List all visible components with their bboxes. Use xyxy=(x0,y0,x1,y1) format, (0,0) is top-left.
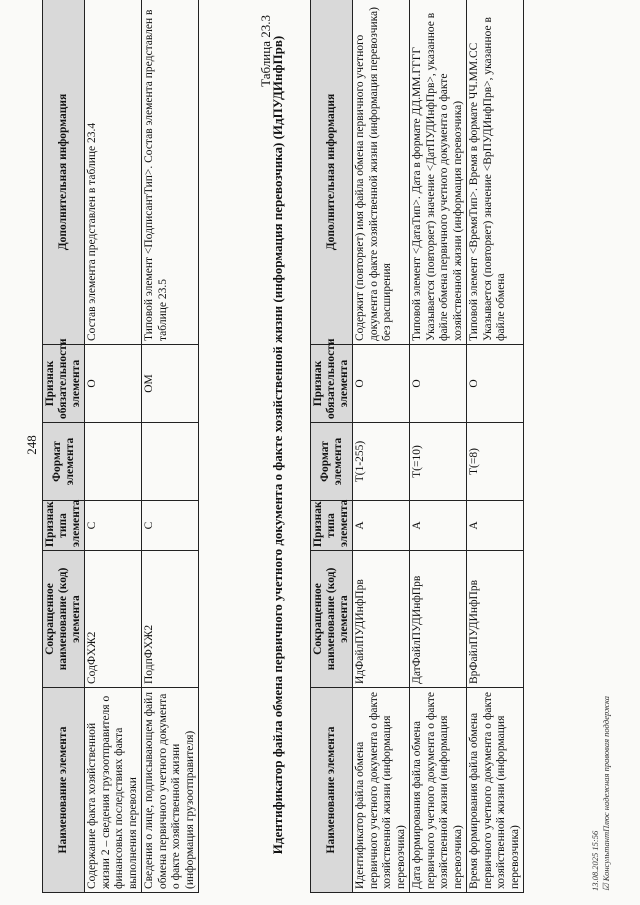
cell-type: С xyxy=(142,501,199,551)
cell-format xyxy=(142,423,199,501)
table-23-2-continuation xyxy=(42,0,199,893)
cell-name: Сведения о лице, подписывающем файл обмена первичного учетного документа о факте хозяйственной жизни (информация грузоотправителя) xyxy=(142,688,199,893)
col-header-name: Наименование элемента xyxy=(43,688,85,893)
table-23-3 xyxy=(310,0,524,893)
cell-code: ДатФайлПУДИнфПрв xyxy=(410,551,467,688)
cell-info: Типовой элемент <ВремяТип>. Время в формате ЧЧ.ММ.СС Указывается (повторяет) значение <ВрПУДИнфПрв>, указанное в файле обмена xyxy=(467,0,524,345)
cell-required: О xyxy=(353,345,410,423)
col-header-name: Наименование элемента xyxy=(311,688,353,893)
col-header-required: Признак обязательности элемента xyxy=(311,345,353,423)
table-row xyxy=(142,0,199,893)
col-header-code: Сокращенное наименование (код) элемента xyxy=(311,551,353,688)
cell-info: Типовой элемент <ПодписантТип>. Состав элемента представлен в таблице 23.5 xyxy=(142,0,199,345)
cell-required: О xyxy=(85,345,142,423)
col-header-info: Дополнительная информация xyxy=(311,0,353,345)
table-title: Идентификатор файла обмена первичного учетного документа о факте хозяйственной жизни (информация перевозчика) (ИдПУДИнфПрв) xyxy=(270,35,285,855)
table-row xyxy=(410,0,467,893)
print-date: 13.08.2025 15:56 xyxy=(590,830,600,891)
cell-required: О xyxy=(410,345,467,423)
cell-code: ИдФайлПУДИнфПрв xyxy=(353,551,410,688)
cell-type: А xyxy=(353,501,410,551)
cell-required: О xyxy=(467,345,524,423)
col-header-format: Формат элемента xyxy=(43,423,85,501)
cell-code: СодФХЖ2 xyxy=(85,551,142,688)
cell-type: А xyxy=(410,501,467,551)
table-row xyxy=(467,0,524,893)
col-header-required: Признак обязательности элемента xyxy=(43,345,85,423)
col-header-type: Признак типа элемента xyxy=(43,501,85,551)
consultant-plus-mark: ☑ КонсультантПлюс надежная правовая поддержка xyxy=(601,696,611,891)
cell-name: Содержание факта хозяйственной жизни 2 – сведения грузоотправителя о финансовых последствиях факта выполнения перевозки xyxy=(85,688,142,893)
cell-format: T(1-255) xyxy=(353,423,410,501)
cell-required: ОМ xyxy=(142,345,199,423)
cell-type: С xyxy=(85,501,142,551)
cell-info: Типовой элемент <ДатаТип>. Дата в формате ДД.ММ.ГГГГ Указывается (повторяет) значение <ДатПУДИнфПрв>, указанное в файле обмена первичного учетного документа о факте хозяйственной жизни (информация перевозчика) xyxy=(410,0,467,345)
table-header-row xyxy=(43,0,85,893)
cell-code: ПодпФХЖ2 xyxy=(142,551,199,688)
cell-format xyxy=(85,423,142,501)
col-header-format: Формат элемента xyxy=(311,423,353,501)
cell-name: Идентификатор файла обмена первичного учетного документа о факте хозяйственной жизни (информация перевозчика) xyxy=(353,688,410,893)
col-header-type: Признак типа элемента xyxy=(311,501,353,551)
col-header-code: Сокращенное наименование (код) элемента xyxy=(43,551,85,688)
table-label: Таблица 23.3 xyxy=(258,15,273,87)
cell-name: Дата формирования файла обмена первичного учетного документа о факте хозяйственной жизни (информация перевозчика) xyxy=(410,688,467,893)
cell-format: T(=8) xyxy=(467,423,524,501)
table-row xyxy=(85,0,142,893)
cell-format: T(=10) xyxy=(410,423,467,501)
cell-code: ВрФайлПУДИнфПрв xyxy=(467,551,524,688)
table-row xyxy=(353,0,410,893)
cell-info: Состав элемента представлен в таблице 23.4 xyxy=(85,0,142,345)
cell-info: Содержит (повторяет) имя файла обмена первичного учетного документа о факте хозяйственной жизни (информация перевозчика) без расширения xyxy=(353,0,410,345)
cell-name: Время формирования файла обмена первичного учетного документа о факте хозяйственной жизни (информация перевозчика) xyxy=(467,688,524,893)
col-header-info: Дополнительная информация xyxy=(43,0,85,345)
cell-type: А xyxy=(467,501,524,551)
print-footer xyxy=(590,696,612,891)
page-number: 248 xyxy=(24,435,39,455)
table-header-row xyxy=(311,0,353,893)
